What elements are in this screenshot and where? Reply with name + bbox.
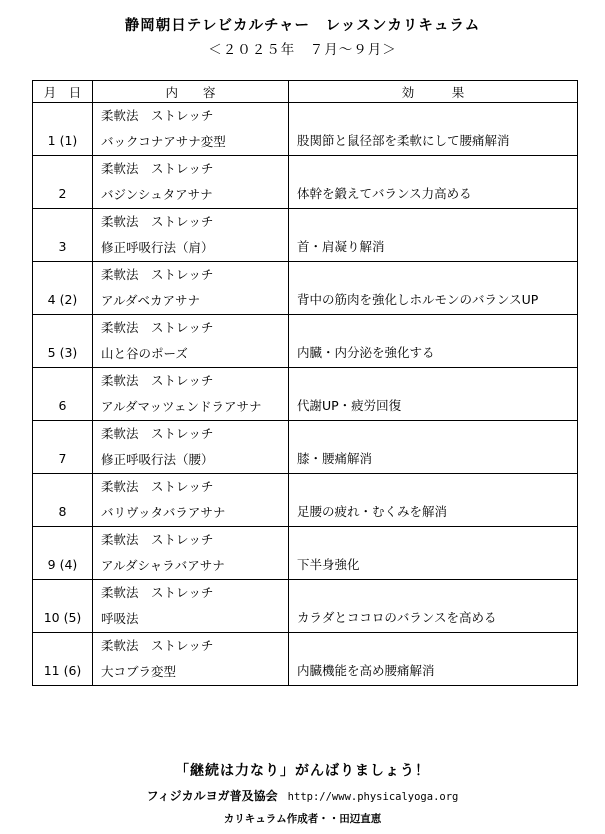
effect-cell	[289, 156, 578, 209]
lesson-effect: 背中の筋肉を強化しホルモンのバランスUP	[297, 292, 539, 307]
date-cell	[33, 209, 93, 262]
lesson-effect: カラダとココロのバランスを高める	[297, 610, 497, 625]
content-line-1: 柔軟法 ストレッチ	[101, 320, 214, 335]
content-cell	[93, 421, 289, 474]
effect-cell	[289, 103, 578, 156]
date-cell	[33, 527, 93, 580]
content-cell	[93, 315, 289, 368]
curriculum-table	[32, 80, 578, 686]
organization-url: http://www.physicalyoga.org	[287, 791, 459, 803]
content-line-2: 修正呼吸行法（肩）	[101, 240, 214, 255]
lesson-effect: 下半身強化	[297, 557, 360, 572]
column-header-date: 月 日	[33, 81, 93, 103]
content-line-2: アルダマッツェンドラアサナ	[101, 399, 262, 414]
content-line-1: 柔軟法 ストレッチ	[101, 267, 214, 282]
lesson-effect: 代謝UP・疲労回復	[297, 398, 402, 413]
lesson-date: 4 (2)	[47, 292, 78, 307]
content-line-2: アルダベカアサナ	[101, 293, 201, 308]
lesson-effect: 膝・腰痛解消	[297, 451, 373, 466]
content-line-2: バジンシュタアサナ	[101, 187, 213, 202]
effect-cell	[289, 527, 578, 580]
table-row	[33, 315, 578, 368]
content-line-2: 大コブラ変型	[101, 664, 177, 679]
content-line-2: バリヴッタバラアサナ	[101, 505, 226, 520]
table-row	[33, 474, 578, 527]
lesson-date: 9 (4)	[47, 557, 78, 572]
date-cell	[33, 633, 93, 686]
content-cell	[93, 474, 289, 527]
content-cell	[93, 156, 289, 209]
lesson-effect: 股関節と鼠径部を柔軟にして腰痛解消	[297, 133, 510, 148]
table-row	[33, 262, 578, 315]
content-line-1: 柔軟法 ストレッチ	[101, 532, 214, 547]
table-row	[33, 580, 578, 633]
date-cell	[33, 315, 93, 368]
content-cell	[93, 580, 289, 633]
content-line-2: アルダシャラバアサナ	[101, 558, 225, 573]
content-cell	[93, 103, 289, 156]
date-cell	[33, 103, 93, 156]
table-row	[33, 368, 578, 421]
content-line-2: 山と谷のポーズ	[101, 346, 188, 361]
lesson-date: 7	[58, 451, 67, 466]
lesson-date: 8	[58, 504, 67, 519]
table-row	[33, 209, 578, 262]
curriculum-author: カリキュラム作成者・・田辺直恵	[223, 813, 382, 825]
content-cell	[93, 368, 289, 421]
date-cell	[33, 580, 93, 633]
effect-cell	[289, 633, 578, 686]
table-header-row	[33, 81, 578, 103]
table-row	[33, 421, 578, 474]
lesson-effect: 首・肩凝り解消	[297, 239, 385, 254]
lesson-effect: 内臓・内分泌を強化する	[297, 345, 435, 360]
footer-slogan: 「継続は力なり」がんばりましょう！	[175, 763, 430, 779]
lesson-date: 3	[58, 239, 67, 254]
content-cell	[93, 209, 289, 262]
content-line-2: バックコナアサナ変型	[101, 134, 226, 149]
lesson-date: 1 (1)	[47, 133, 78, 148]
content-line-1: 柔軟法 ストレッチ	[101, 214, 214, 229]
lesson-date: 10 (5)	[43, 610, 82, 625]
lesson-effect: 内臓機能を高め腰痛解消	[297, 663, 435, 678]
page-title: 静岡朝日テレビカルチャー レッスンカリキュラム	[124, 18, 481, 34]
table-row	[33, 103, 578, 156]
content-line-1: 柔軟法 ストレッチ	[101, 638, 214, 653]
effect-cell	[289, 368, 578, 421]
content-cell	[93, 527, 289, 580]
content-line-1: 柔軟法 ストレッチ	[101, 373, 214, 388]
column-header-effect: 効 果	[289, 81, 578, 103]
column-header-content: 内 容	[93, 81, 289, 103]
effect-cell	[289, 315, 578, 368]
content-line-2: 呼吸法	[101, 611, 139, 626]
table-row	[33, 527, 578, 580]
lesson-date: 6	[58, 398, 67, 413]
lesson-effect: 足腰の疲れ・むくみを解消	[297, 504, 448, 519]
content-line-1: 柔軟法 ストレッチ	[101, 585, 214, 600]
date-cell	[33, 474, 93, 527]
content-line-1: 柔軟法 ストレッチ	[101, 108, 214, 123]
lesson-date: 2	[58, 186, 67, 201]
period-subtitle: ＜２０２５年 ７月～９月＞	[208, 42, 397, 58]
date-cell	[33, 262, 93, 315]
content-line-1: 柔軟法 ストレッチ	[101, 161, 214, 176]
effect-cell	[289, 474, 578, 527]
content-cell	[93, 633, 289, 686]
lesson-date: 11 (6)	[43, 663, 82, 678]
effect-cell	[289, 209, 578, 262]
effect-cell	[289, 262, 578, 315]
content-line-2: 修正呼吸行法（腰）	[101, 452, 214, 467]
date-cell	[33, 156, 93, 209]
table-row	[33, 156, 578, 209]
effect-cell	[289, 421, 578, 474]
content-line-1: 柔軟法 ストレッチ	[101, 479, 214, 494]
content-cell	[93, 262, 289, 315]
date-cell	[33, 368, 93, 421]
effect-cell	[289, 580, 578, 633]
footer-organization	[0, 787, 605, 804]
table-row	[33, 633, 578, 686]
lesson-date: 5 (3)	[47, 345, 78, 360]
date-cell	[33, 421, 93, 474]
lesson-effect: 体幹を鍛えてバランス力高める	[297, 186, 472, 201]
content-line-1: 柔軟法 ストレッチ	[101, 426, 214, 441]
organization-name: フィジカルヨガ普及協会	[146, 789, 278, 803]
